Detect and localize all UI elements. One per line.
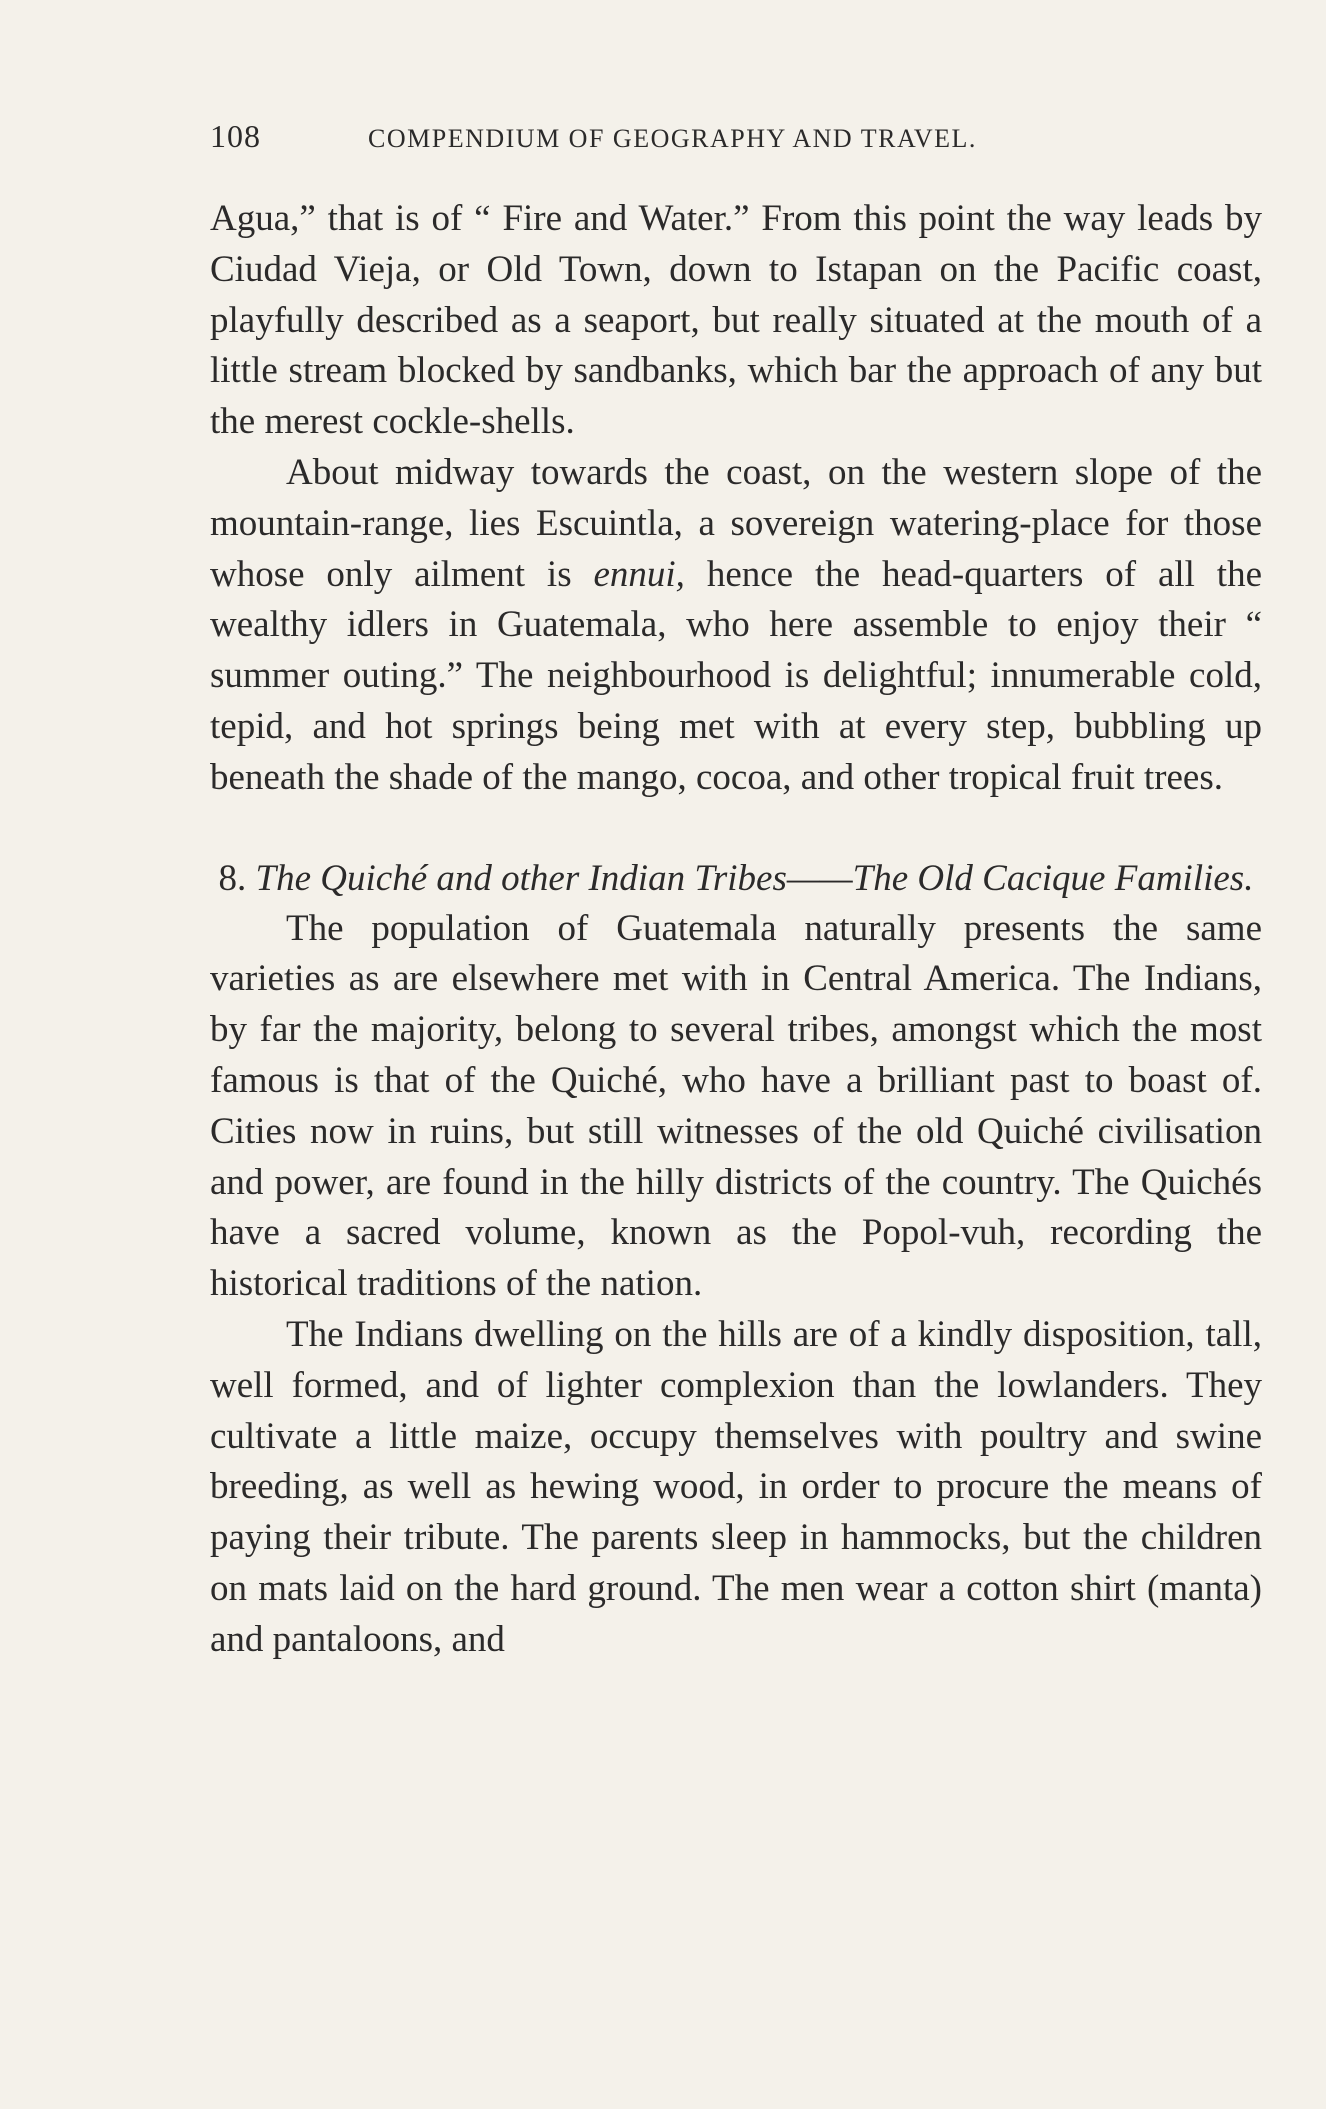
paragraph-hill-indians: The Indians dwelling on the hills are of a kindly disposition, tall, well formed, and of lighter complexion than the lowlanders. They cultivate a little maize, occupy themselves with poultry and swine breeding, as well as hewing wood, in order to procure the means of paying their tribute. The parents sleep in hammocks, but the children on mats laid on the hard ground. The men wear a cotton shirt (manta) and pantaloons, and — [210, 1313, 1262, 1660]
paragraph-continuation: Agua,” that is of “ Fire and Water.” From this point the way leads by Ciudad Vieja, or Old Town, down to Istapan on the Pacific coast, playfully described as a seaport, but really situated at the mouth of a little stream blocked by sandbanks, which bar the approach of any but the merest cockle-shells. — [210, 198, 1262, 443]
body-text — [210, 194, 1262, 1666]
paragraph-escuintla-text-1: About midway towards the coast, on the western slope of the mountain-range, lies Escuintla, a sovereign watering-place for those whose only ailment is — [210, 451, 1262, 595]
running-title: COMPENDIUM OF GEOGRAPHY AND TRAVEL. — [368, 124, 977, 153]
paragraph-escuintla-italic: ennui, — [593, 553, 685, 595]
section-spacer — [210, 804, 1262, 854]
section-heading — [210, 854, 1262, 904]
section-title: The Quiché and other Indian Tribes——The Old Cacique Families. — [255, 857, 1254, 899]
paragraph-escuintla — [210, 448, 1262, 804]
running-head — [210, 118, 1272, 158]
page-number: 108 — [210, 118, 261, 154]
paragraph-escuintla-text-2: hence the head-quarters of all the wealthy idlers in Guatemala, who here assemble to enjoy their “ summer outing.” The neighbourhood is delightful; innumerable cold, tepid, and hot springs being met with at every step, bubbling up beneath the shade of the mango, cocoa, and other tropical fruit trees. — [210, 553, 1263, 798]
paragraph-population: The population of Guatemala naturally presents the same varieties as are elsewhere met with in Central America. The Indians, by far the majority, belong to several tribes, amongst which the most famous is that of the Quiché, who have a brilliant past to boast of. Cities now in ruins, but still witnesses of the old Quiché civilisation and power, are found in the hilly districts of the country. The Quichés have a sacred volume, known as the Popol-vuh, recording the historical traditions of the nation. — [210, 907, 1262, 1305]
section-number: 8. — [218, 857, 247, 899]
